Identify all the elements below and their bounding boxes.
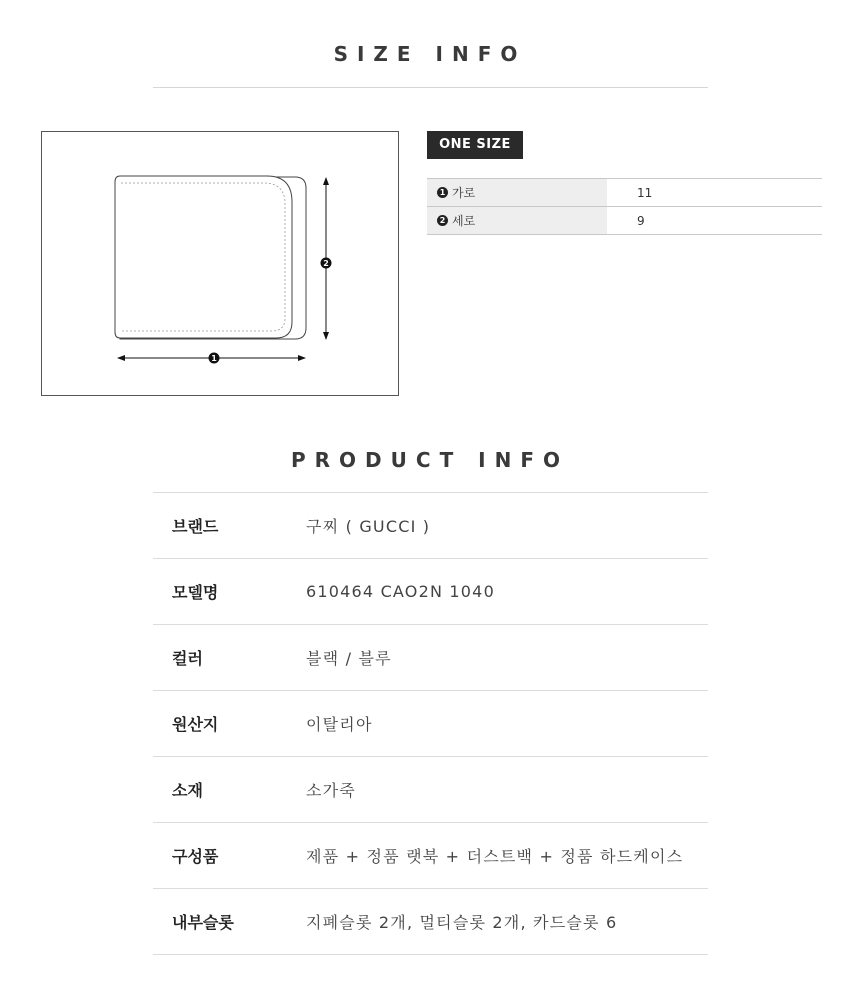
wallet-outline-illustration — [42, 132, 398, 395]
product-label: 구성품 — [172, 847, 219, 866]
number-badge: 2 — [437, 215, 448, 226]
product-label: 컬러 — [172, 649, 203, 668]
product-label: 브랜드 — [172, 517, 219, 536]
size-info-title: SIZE INFO — [333, 42, 527, 66]
product-row-components — [153, 823, 708, 889]
product-value: 블랙 / 블루 — [306, 649, 392, 668]
product-row-brand — [153, 493, 708, 559]
wallet-size-diagram — [41, 131, 399, 396]
product-value: 지폐슬롯 2개, 멀티슬롯 2개, 카드슬롯 6 — [306, 913, 618, 932]
size-row-height — [427, 207, 822, 235]
height-marker: 2 — [323, 259, 329, 268]
product-value: 구찌 ( GUCCI ) — [306, 517, 431, 536]
product-value: 이탈리아 — [306, 715, 373, 734]
product-info-table — [153, 492, 708, 955]
number-badge: 1 — [437, 187, 448, 198]
size-label: 가로 — [452, 186, 476, 200]
product-row-origin — [153, 691, 708, 757]
product-row-material — [153, 757, 708, 823]
size-table — [427, 178, 822, 235]
product-row-color — [153, 625, 708, 691]
width-marker: 1 — [211, 354, 217, 363]
product-info-title: PRODUCT INFO — [290, 448, 570, 472]
product-label: 내부슬롯 — [172, 913, 234, 932]
product-row-model — [153, 559, 708, 625]
size-value: 11 — [637, 185, 653, 200]
size-label-cell — [427, 179, 607, 206]
product-row-slots — [153, 889, 708, 955]
size-row-width — [427, 179, 822, 207]
product-label: 소재 — [172, 781, 203, 800]
size-label: 세로 — [452, 214, 476, 228]
product-value: 소가죽 — [306, 781, 356, 800]
product-label: 모델명 — [172, 583, 219, 602]
product-value: 제품 + 정품 랫북 + 더스트백 + 정품 하드케이스 — [306, 847, 684, 866]
product-label: 원산지 — [172, 715, 219, 734]
size-label-cell — [427, 207, 607, 234]
title-divider — [153, 87, 708, 88]
product-value: 610464 CAO2N 1040 — [306, 582, 495, 601]
one-size-badge: ONE SIZE — [427, 131, 523, 159]
size-value: 9 — [637, 213, 645, 228]
